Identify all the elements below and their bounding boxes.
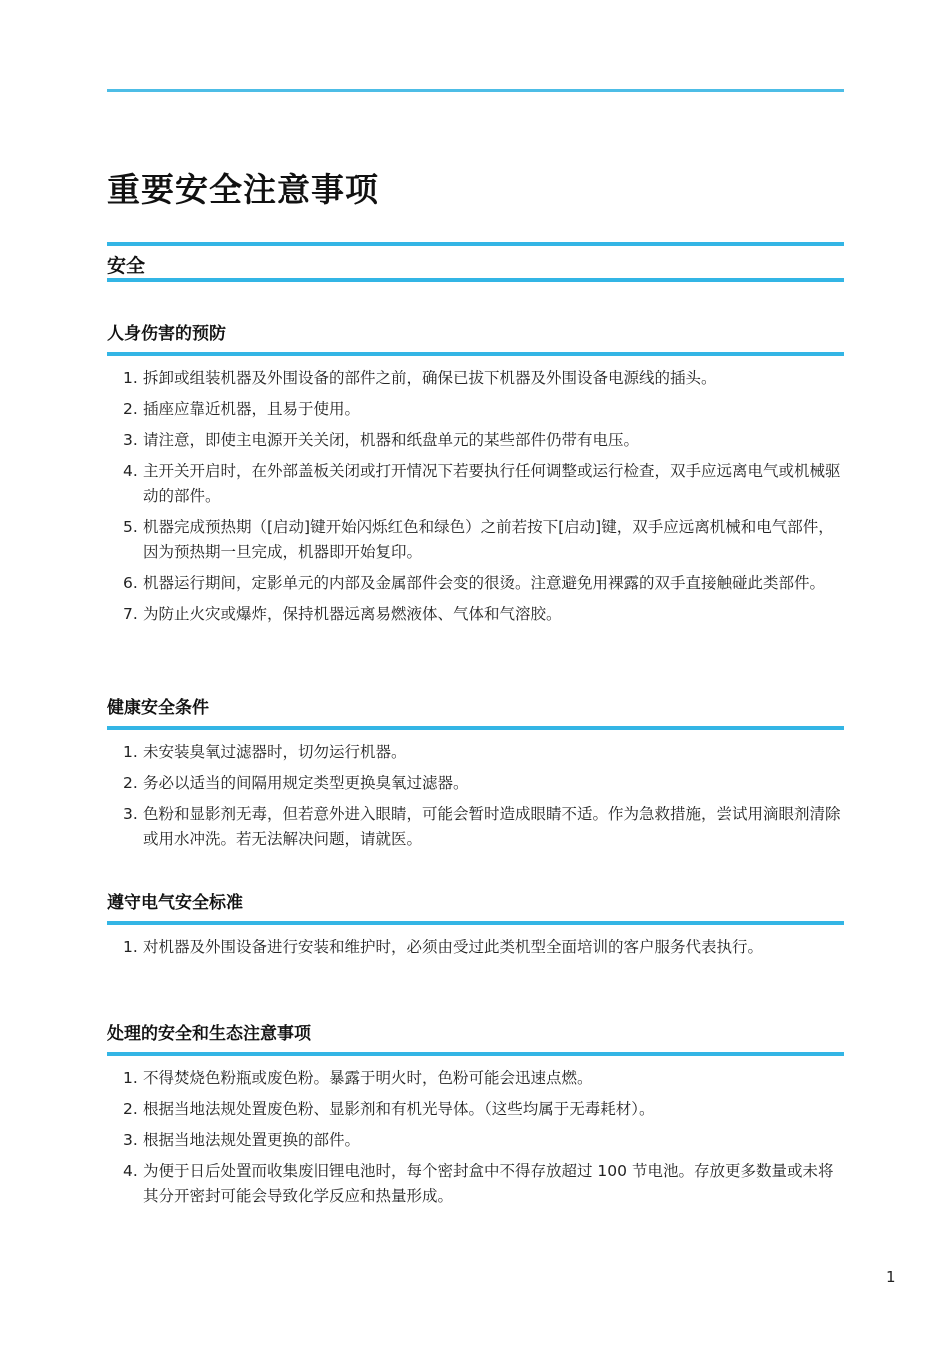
item-number: 4. (123, 1162, 138, 1180)
item-text: 插座应靠近机器，且易于使用。 (143, 400, 361, 418)
item-list (107, 740, 844, 852)
item-number: 1. (123, 938, 138, 956)
subsection-heading: 健康安全条件 (107, 697, 844, 730)
list-item (107, 1128, 844, 1153)
list-item (107, 740, 844, 765)
item-number: 1. (123, 369, 138, 387)
subsection-heading: 处理的安全和生态注意事项 (107, 1023, 844, 1056)
section-heading: 安全 (107, 255, 146, 277)
list-item (107, 459, 844, 509)
item-number: 1. (123, 1069, 138, 1087)
subsection-heading: 人身伤害的预防 (107, 323, 844, 356)
item-text: 主开关开启时，在外部盖板关闭或打开情况下若要执行任何调整或运行检查，双手应远离电气或机械驱动的部件。 (143, 462, 841, 505)
item-text: 机器运行期间，定影单元的内部及金属部件会变的很烫。注意避免用裸露的双手直接触碰此类部件。 (143, 574, 826, 592)
item-text: 为防止火灾或爆炸，保持机器远离易燃液体、气体和气溶胶。 (143, 605, 562, 623)
subsection-heading: 遵守电气安全标准 (107, 892, 844, 925)
item-text: 请注意，即使主电源开关关闭，机器和纸盘单元的某些部件仍带有电压。 (143, 431, 640, 449)
list-item (107, 397, 844, 422)
item-text: 不得焚烧色粉瓶或废色粉。暴露于明火时，色粉可能会迅速点燃。 (143, 1069, 593, 1087)
item-text: 务必以适当的间隔用规定类型更换臭氧过滤器。 (143, 774, 469, 792)
page-number: 1 (886, 1268, 896, 1286)
item-number: 3. (123, 805, 138, 823)
subsection-injury-prevention (107, 323, 844, 633)
list-item (107, 771, 844, 796)
subsection-health-safety (107, 697, 844, 858)
item-number: 2. (123, 400, 138, 418)
list-item (107, 428, 844, 453)
item-number: 1. (123, 743, 138, 761)
item-text: 根据当地法规处置更换的部件。 (143, 1131, 361, 1149)
item-text: 色粉和显影剂无毒，但若意外进入眼睛，可能会暂时造成眼睛不适。作为急救措施，尝试用滴眼剂清除或用水冲洗。若无法解决问题，请就医。 (143, 805, 841, 848)
item-number: 5. (123, 518, 138, 536)
item-list (107, 1066, 844, 1209)
item-text: 为便于日后处置而收集废旧锂电池时，每个密封盒中不得存放超过 100 节电池。存放更多数量或未将其分开密封可能会导致化学反应和热量形成。 (143, 1162, 834, 1205)
list-item (107, 366, 844, 391)
item-text: 未安装臭氧过滤器时，切勿运行机器。 (143, 743, 407, 761)
item-number: 6. (123, 574, 138, 592)
top-rule (107, 89, 844, 92)
item-number: 4. (123, 462, 138, 480)
item-number: 2. (123, 774, 138, 792)
item-number: 3. (123, 1131, 138, 1149)
page-title: 重要安全注意事项 (107, 170, 379, 209)
list-item (107, 935, 844, 960)
list-item (107, 515, 844, 565)
item-text: 拆卸或组装机器及外围设备的部件之前，确保已拔下机器及外围设备电源线的插头。 (143, 369, 717, 387)
list-item (107, 1066, 844, 1091)
list-item (107, 1159, 844, 1209)
item-text: 机器完成预热期（[启动]键开始闪烁红色和绿色）之前若按下[启动]键，双手应远离机械和电气部件，因为预热期一旦完成，机器即开始复印。 (143, 518, 834, 561)
list-item (107, 802, 844, 852)
list-item (107, 602, 844, 627)
subsection-electrical-standards (107, 892, 844, 966)
item-number: 2. (123, 1100, 138, 1118)
item-text: 对机器及外围设备进行安装和维护时，必须由受过此类机型全面培训的客户服务代表执行。 (143, 938, 764, 956)
item-text: 根据当地法规处置废色粉、显影剂和有机光导体。（这些均属于无毒耗材）。 (143, 1100, 655, 1118)
list-item (107, 571, 844, 596)
section-band (107, 242, 844, 282)
list-item (107, 1097, 844, 1122)
item-list (107, 366, 844, 627)
subsection-disposal (107, 1023, 844, 1215)
item-number: 3. (123, 431, 138, 449)
item-number: 7. (123, 605, 138, 623)
item-list (107, 935, 844, 960)
